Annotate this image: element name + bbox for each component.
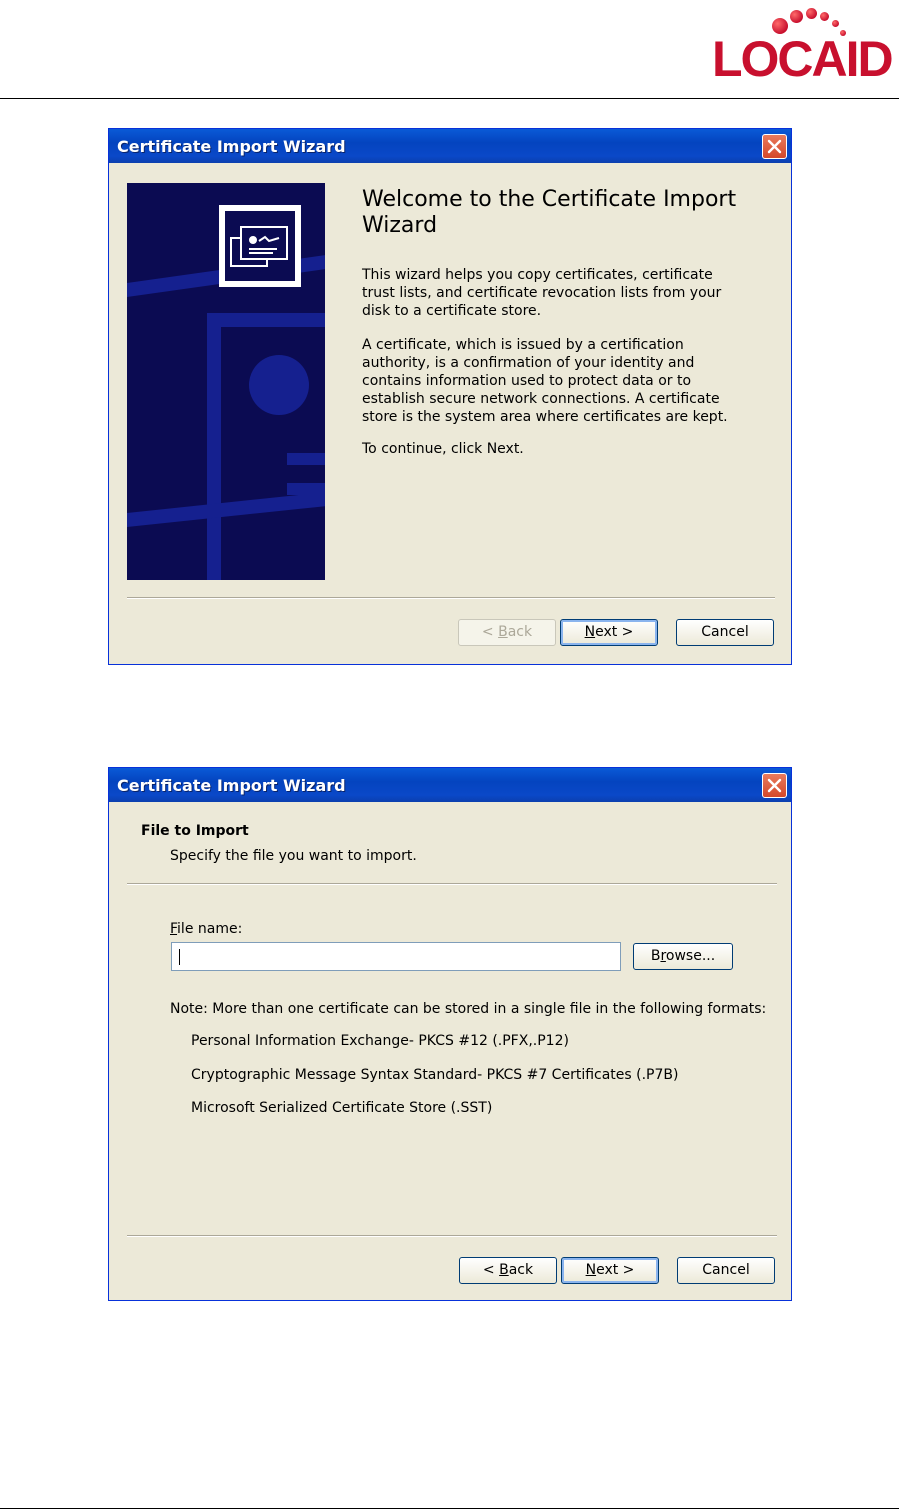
header-separator — [127, 883, 777, 885]
button-separator — [127, 597, 775, 599]
button-separator — [127, 1235, 777, 1237]
browse-button[interactable]: Browse... — [633, 943, 733, 970]
window-title: Certificate Import Wizard — [117, 137, 346, 156]
window-title: Certificate Import Wizard — [117, 776, 346, 795]
title-bar[interactable] — [109, 768, 791, 802]
locaid-logo — [712, 6, 892, 87]
file-name-label: File name: — [170, 921, 243, 937]
close-button[interactable] — [762, 134, 787, 159]
format-p7b: Cryptographic Message Syntax Standard- PKCS #7 Certificates (.P7B) — [191, 1067, 679, 1083]
cancel-button[interactable]: Cancel — [676, 619, 774, 646]
welcome-heading: Welcome to the Certificate Import Wizard — [362, 187, 737, 238]
format-pfx: Personal Information Exchange- PKCS #12 (.PFX,.P12) — [191, 1033, 569, 1049]
file-name-input[interactable] — [171, 942, 621, 971]
footer-divider — [0, 1508, 899, 1509]
cancel-button[interactable]: Cancel — [677, 1257, 775, 1284]
file-import-dialog — [108, 767, 792, 1301]
section-title: File to Import — [141, 823, 249, 839]
continue-instruction: To continue, click Next. — [362, 441, 524, 457]
logo-text: LOCAID — [712, 31, 892, 87]
header-divider — [0, 98, 899, 99]
next-button[interactable]: Next > — [560, 619, 658, 646]
certificate-description: A certificate, which is issued by a certification authority, is a confirmation of your identity and contains information used to protect data or to establish secure network connections. A certificate store is the system area where certificates are kept. — [362, 337, 728, 425]
next-button[interactable]: Next > — [561, 1257, 659, 1284]
close-button[interactable] — [762, 773, 787, 798]
format-sst: Microsoft Serialized Certificate Store (.SST) — [191, 1100, 493, 1116]
page-header — [0, 0, 899, 100]
formats-note: Note: More than one certificate can be stored in a single file in the following formats: — [170, 1001, 767, 1017]
text-caret — [179, 949, 180, 965]
back-button[interactable]: < Back — [458, 619, 556, 646]
close-icon — [767, 778, 782, 793]
wizard-banner-image — [127, 183, 325, 580]
section-subtitle: Specify the file you want to import. — [170, 848, 417, 864]
back-button[interactable]: < Back — [459, 1257, 557, 1284]
title-bar[interactable] — [109, 129, 791, 163]
close-icon — [767, 139, 782, 154]
intro-paragraph: This wizard helps you copy certificates, certificate trust lists, and certificate revocation lists from your disk to a certificate store. — [362, 267, 722, 319]
welcome-dialog — [108, 128, 792, 665]
